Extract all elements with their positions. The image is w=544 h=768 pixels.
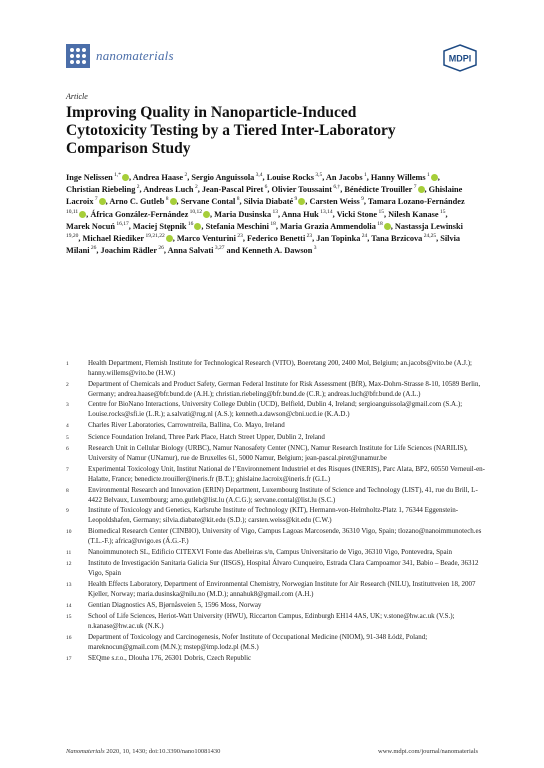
author-affiliation-ref: 10,11 [66,208,79,215]
orcid-icon[interactable] [431,174,438,181]
author [202,185,268,194]
affiliation-number: 16 [66,634,72,641]
author-affiliation-ref: 18 [375,221,383,228]
affiliation-text: Gentian Diagnostics AS, Bjørnåsveien 5, 1596 Moss, Norway [88,600,262,609]
footer-journal: Nanomaterials [66,748,105,755]
author-name: Hanny Willems [370,173,426,182]
affiliation-number: 12 [66,561,72,568]
author-name: Andrea Haase [132,173,184,182]
author [109,197,176,206]
author-affiliation-ref: 23 [305,233,313,240]
author-name: Anna Salvati [167,246,214,256]
author-affiliation-ref: 3,4 [254,172,263,179]
author [66,185,140,194]
author-name: Inge Nelissen [66,173,113,182]
author-name: Olivier Toussaint [271,185,332,195]
author-affiliation-ref: 26 [157,245,164,252]
affiliation-text: Nanoimmunotech SL, Edificio CITEXVI Fonte das Abelleiras s/n, Campus Universitario de Vigo, 36310 Vigo, Pontevedra, Spain [88,547,453,556]
nanomaterials-logo-icon [66,44,90,68]
author-name: África González-Fernández [90,209,189,219]
footer-citation: 2020, 10, 1430; doi:10.3390/nano10081430 [104,748,221,755]
author-name: Michael Riediker [82,234,145,244]
affiliation-list [66,358,486,664]
affiliation-number: 7 [66,466,69,473]
author-name: Anna Huk [281,209,319,219]
article-title: Improving Quality in Nanoparticle-Induced Cytotoxicity Testing by a Tiered Inter-Laboratory Comparison Study [66,104,396,157]
author-name: Nastassja Lewinski [394,221,463,231]
author-affiliation-ref: 26 [89,245,97,252]
author [83,234,173,243]
affiliation-text: Health Effects Laboratory, Department of Environmental Chemistry, Norwegian Institute for Air Research (NILU), Instituttveien 18, 2007 Kjeller, Norway; maria.dusinska@nilu.no (M.D.); annahuk8@gmail.com (A.H.) [88,579,476,599]
author-affiliation-ref: 9 [359,196,364,203]
affiliation-text: SEQme s.r.o., Dlouha 176, 26301 Dobris, Czech Republic [88,653,252,662]
mdpi-logo-icon [442,44,478,72]
affiliation-text: Science Foundation Ireland, Three Park Place, Hatch Street Upper, Dublin 2, Ireland [88,432,325,441]
author-affiliation-ref: 16 [186,221,194,228]
author-name: Vicki Stone [336,209,378,219]
affiliation-number: 10 [66,529,72,535]
author-name: Stefania Meschini [205,221,269,231]
journal-logo[interactable] [66,44,174,68]
affiliation-text: Health Department, Flemish Institute for Technological Research (VITO), Boeretang 200, 2400 Mol, Belgium; an.jacobs@vito.be (A.J.); hanny.willems@vito.be (H.W.) [88,359,472,378]
affiliation-text: Centre for BioNano Interactions, University College Dublin (UCD), Belfield, Dublin 4, Ireland; sergioanguissola@gmail.com (S.A.); Louise.rocks@sfi.ie (L.R.); a.salvati@rug.nl (A.S.); kenneth.a.dawson@cbni.ucd.ie (K.A.D.) [88,400,463,419]
author-name: An Jacobs [325,173,363,182]
author-affiliation-ref: 3,5 [313,172,323,179]
journal-header [66,44,478,74]
affiliation-number: 8 [66,487,69,494]
affiliation [66,505,486,525]
mdpi-logo[interactable] [442,44,478,77]
author [206,222,276,231]
author-name: Kenneth A. Dawson [242,246,313,256]
affiliation-number: 1 [66,361,69,367]
affiliation-text: Environmental Research and Innovation (ERIN) Department, Luxembourg Institute of Science and Technology (LIST), 41, rue du Brill, L-4422 Belvaux, Luxembourg; arno.gutleb@list.lu (A.C.G.); servane.contal@list.lu (S.C.) [88,485,478,504]
affiliation [66,600,486,611]
author-name: Servane Contal [180,197,236,207]
author [247,234,312,243]
author [244,197,306,206]
affiliation-text: Instituto de Investigación Sanitaria Galicia Sur (IISGS), Hospital Álvaro Cunqueiro, Estrada Clara Campoamor 341, Babio – Beade, 36312 Vigo, Spain [88,559,479,578]
author-name: Maria Dusinska [214,209,272,219]
author [191,173,262,182]
orcid-icon[interactable] [99,198,106,205]
orcid-icon[interactable] [122,174,129,181]
author-name: Jan Topinka [316,234,361,244]
author [282,210,333,219]
affiliation-text: Biomedical Research Center (CINBIO), University of Vigo, Campus Lagoas Marcosende, 36310 Vigo, Spain; tlozano@nanoimmunotech.es (T.L.-F.); africa@uvigo.es (Á.G.-F.) [88,527,482,546]
affiliation-number: 13 [66,581,72,588]
orcid-icon[interactable] [203,211,210,218]
author [337,210,384,219]
author [168,246,225,255]
author-affiliation-ref: 23 [235,233,243,240]
affiliation [66,358,486,378]
author [177,234,243,243]
author-affiliation-ref: 8 [164,196,169,203]
affiliation [66,558,486,578]
author-affiliation-ref: 1 [362,172,367,179]
affiliation [66,611,486,631]
author [267,173,323,182]
author-affiliation-ref: 13 [271,208,278,215]
author [101,246,164,255]
affiliation [66,526,486,546]
author-name: Tana Brzicova [371,234,423,244]
author-name: Louise Rocks [266,173,314,182]
author-name: Christian Riebeling [66,185,136,195]
author-name: Silvia Diabaté [243,197,294,207]
author-name: Andreas Luch [143,185,194,195]
journal-name: nanomaterials [96,48,174,63]
affiliation [66,464,486,484]
author-affiliation-ref: 2 [183,172,188,179]
author-affiliation-ref: 6 [263,184,268,191]
citation [66,748,220,755]
author [133,222,202,231]
affiliation [66,420,486,431]
affiliation-number: 4 [66,423,69,430]
author-affiliation-ref: 7 [412,184,417,191]
affiliation [66,379,486,399]
affiliation [66,547,486,558]
author-name: Carsten Weiss [309,197,360,207]
affiliation-text: Department of Toxicology and Carcinogenesis, Nofer Institute of Occupational Medicine (NIOM), 91-348 Łódź, Poland; mareknocun@gmail.com (M.N.); mstep@imp.lodz.pl (M.S.) [88,632,428,652]
author [309,197,363,206]
orcid-icon[interactable] [170,198,177,205]
orcid-icon[interactable] [194,223,201,230]
orcid-icon[interactable] [298,198,305,205]
author-affiliation-ref: 3,27 [213,245,225,252]
affiliation [66,399,486,419]
author-name: Arno C. Gutleb [109,197,165,207]
author-affiliation-ref: 19,20 [66,233,79,240]
affiliation-text: Charles River Laboratories, Carrowntreila, Ballina, Co. Mayo, Ireland [88,421,285,430]
author-affiliation-ref: 1 [425,172,430,179]
author-affiliation-ref: 18 [268,221,276,228]
author [388,210,445,219]
author-name: Bénédicte Trouiller [344,185,413,195]
author [344,185,424,194]
author-affiliation-ref: 7 [93,196,98,203]
affiliation-number: 6 [66,446,69,453]
author-affiliation-ref: 24,25 [422,233,437,240]
affiliation-text: Department of Chemicals and Product Safety, German Federal Institute for Risk Assessment (BfR), Max-Dohrn-Strasse 8-10, 10589 Berlin, Germany; andrea.haase@bfr.bund.de (A.H.); christian.riebeling@bfr.bund.de (C.R.); andreas.luch@bfr.bund.de (A.L.) [88,379,481,398]
author-list: Inge Nelissen $^{1,*}$ , Andrea Haase $^2$, Sergio Anguissola $^{3,4}$, Louise Rocks $^{3,5}$, An Jacobs $^1$, Hanny Willems $^1$ , Christian Riebeling $^2$, Andreas Luch $^2$, Jean-Pascal Piret $^6$, Olivier Toussaint $^{6,\dagger}$, Bénédicte Trouiller $^7$ , Ghislaine Lacroix $^7$ , Arno C. Gutleb $^8$ , Servane Contal $^8$, Silvia Diabaté $^9$ , Carsten Weiss $^9$, Tamara Lozano-Fernández $^{10,11}$ , África González-Fernández $^{10,12}$ , Maria Dusinska $^{13}$, Anna Huk $^{13,14}$, Vicki Stone $^{15}$, Nilesh Kanase $^{15}$, Marek Nocuń $^{16,17}$, Maciej Stępnik $^{16}$ , Stefania Meschini $^{18}$, Maria Grazia Ammendolia $^{18}$ , Nastassja Lewinski $^{19,20}$, Michael Riediker $^{19,21,22}$ , Marco Venturini $^{23}$, Federico Benetti $^{23}$, Jan Topinka $^{24}$, Tana Brzicova $^{24,25}$, Silvia Milani $^{26}$, Joachim Rädler $^{26}$, Anna Salvati $^{3,27}$ and Kenneth A. Dawson $^3$ [66,172,465,256]
author-affiliation-ref: 6,† [331,184,341,191]
affiliation [66,432,486,443]
author-name: Marek Nocuń [66,221,115,231]
author-name: Tamara Lozano-Fernández [367,197,465,207]
author [143,185,197,194]
author-affiliation-ref: 19,21,22 [144,233,165,240]
affiliation-number: 17 [66,655,72,662]
author-affiliation-ref: 24 [360,233,368,240]
author-affiliation-ref: 16,17 [114,221,129,228]
author-name: Sergio Anguissola [191,173,255,182]
author-name: Nilesh Kanase [388,209,439,219]
author [280,222,391,231]
author-name: Ghislaine Lacroix [66,185,463,207]
author [66,222,129,231]
author-affiliation-ref: 3 [312,245,317,252]
affiliation-text: Institute of Toxicology and Genetics, Karlsruhe Institute of Technology (KIT), Hermann-von-Helmholtz-Platz 1, 76344 Eggenstein-Leopoldshafen, Germany; silvia.diabate@kit.edu (S.D.); carsten.weiss@kit.edu (C.W.) [88,506,459,525]
affiliation [66,632,486,652]
orcid-icon[interactable] [166,235,173,242]
affiliation-number: 11 [66,549,72,556]
author-name: Maria Grazia Ammendolia [280,221,376,231]
affiliation-number: 2 [66,381,69,388]
author [181,197,240,206]
author [272,185,341,194]
affiliation-text: Research Unit in Cellular Biology (URBC), Namur Nanosafety Center (NNC), Namur Research Institute for Life Sciences (NARILIS), University of Namur (UNamur), rue de Bruxelles 61, 5000 Namur, Belgium; jean-pascal.piret@unamur.be [88,444,468,463]
author-affiliation-ref: 15 [377,208,384,215]
author-affiliation-ref: 8 [235,196,240,203]
author [90,210,210,219]
article-type: Article [66,92,88,101]
journal-url[interactable]: www.mdpi.com/journal/nanomaterials [378,748,478,755]
author-affiliation-ref: 1,* [112,172,122,179]
affiliation [66,579,486,599]
author-affiliation-ref: 13,14 [318,208,333,215]
mdpi-logo-text: MDPI [448,53,472,64]
author [133,173,187,182]
author-affiliation-ref: 2 [135,184,140,191]
affiliation [66,443,486,463]
affiliation-text: School of Life Sciences, Heriot-Watt University (HWU), Riccarton Campus, Edinburgh EH14 4AS, UK; v.stone@hw.ac.uk (V.S.); n.kanase@hw.ac.uk (N.K.) [88,612,455,631]
author-name: Maciej Stępnik [132,221,187,231]
affiliation-number: 15 [66,614,72,621]
author [316,234,367,243]
author-affiliation-ref: 10,12 [188,208,202,215]
author-name: Silvia Milani [66,234,461,256]
author-name: Marco Venturini [176,234,236,244]
affiliation [66,653,486,664]
author [326,173,367,182]
affiliation-number: 14 [66,602,72,609]
affiliation-number: 9 [66,508,69,515]
orcid-icon[interactable] [384,223,391,230]
orcid-icon[interactable] [79,211,86,218]
orcid-icon[interactable] [418,186,425,193]
author [66,173,129,182]
author [214,210,278,219]
author-affiliation-ref: 2 [193,184,198,191]
author [371,234,436,243]
author-affiliation-ref: 15 [438,208,446,215]
author-name: Jean-Pascal Piret [201,185,264,195]
affiliation-number: 5 [66,434,69,441]
author [242,246,316,255]
author [371,173,438,182]
affiliation-number: 3 [66,402,69,409]
author-affiliation-ref: 9 [293,196,298,203]
affiliation [66,485,486,505]
author-name: Federico Benetti [246,234,306,244]
affiliation-text: Experimental Toxicology Unit, Institut National de l’Environnement Industriel et des Risques (INERIS), Parc Alata, BP2, 60550 Verneuil-en-Halatte, France; benedicte.trouiller@ineris.fr (B.T.); ghislaine.lacroix@ineris.fr (G.L.) [88,464,486,484]
author-name: Joachim Rädler [100,246,158,256]
